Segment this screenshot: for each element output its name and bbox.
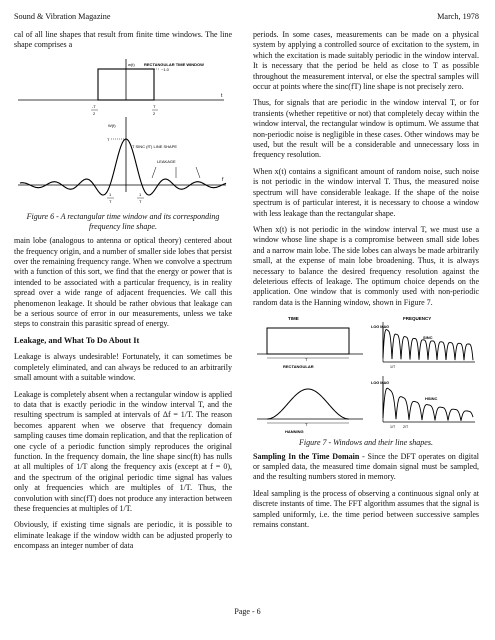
right-paragraph-5 [253, 452, 479, 483]
amplitude-label: w(t) [128, 61, 135, 67]
hanning-time-window [267, 389, 349, 419]
figure-6 [14, 57, 232, 232]
pos-half-t-label: T [153, 103, 156, 109]
left-paragraph-4: Obviously, if existing time signals are periodic, it is possible to eliminate leakage if the window width can be adjusted properly to encompass an integer number of data [14, 520, 232, 551]
figure-7-diagram [253, 314, 479, 434]
right-paragraph-4: When x(t) is not periodic in the window interval T, we must use a window whose line shape is a compromise between small side lobes and a narrow main lobe. The side lobes can always be made arbitrarily small, at the expense of main lobe broadening. Thus, it is always necessary to balance the desired frequency resolution against the deleterious effects of leakage. The optimum choice depends on the application. One window that is commonly used with non-periodic random data is the Hanning window, shown in Figure 7. [253, 224, 479, 307]
time-heading: TIME [288, 316, 299, 322]
figure-7 [253, 314, 479, 447]
hsinc-spectrum-curve [383, 382, 473, 421]
page-number: Page - 6 [234, 607, 261, 616]
section-heading-leakage: Leakage, and What To Do About It [14, 335, 140, 345]
t-axis-label: t [221, 92, 223, 99]
spectrum-label: W(f) [108, 122, 116, 128]
peak-label: T [107, 136, 110, 142]
sampling-intro-text: - Since the DFT operates on digital or sampled data, the measured time domain signal must be sampled, and the resulting numbers stored in memory. [253, 451, 480, 482]
rect-time-window [267, 328, 349, 354]
hanning-t-label: T [305, 422, 308, 428]
neg-half-t-den: 2 [93, 110, 96, 116]
right-column [253, 30, 479, 536]
pos-half-t-den: 2 [153, 110, 156, 116]
intro-paragraph: cal of all line shapes that result from finite time windows. The line shape comprises a [14, 30, 232, 50]
pos-inv-t-label: 1 [139, 191, 142, 197]
window-title: RECTANGULAR TIME WINDOW [144, 61, 204, 67]
left-column [14, 30, 232, 558]
section-heading-sampling: Sampling In the Time Domain [253, 451, 360, 461]
frequency-heading: FREQUENCY [403, 316, 432, 322]
left-paragraph-1: main lobe (analogous to antenna or optical theory) centered about the frequency origin, and a number of smaller side lobes that persist over the remaining frequency range. When we convolve a spectrum with a function of this sort, we find that the energy or power that is intended to be associated with a particular frequency, is in reality spread over a wide range of adjacent frequencies. We call this phenomenon leakage. It should be rather obvious that leakage can be a serious source of error in our measurements, unless we take steps to constrain this parasitic spread of energy. [14, 236, 232, 329]
sinc-spectrum-curve [383, 326, 473, 360]
magazine-name: Sound & Vibration Magazine [14, 12, 111, 21]
hanning-tick-1t: 1/T [390, 425, 396, 430]
left-paragraph-3: Leakage is completely absent when a rectangular window is applied to data that is exactly periodic in the window interval T, and the resulting spectrum is sampled at intervals of Δf = 1/T. The reason becomes apparent when we observe that frequency domain sampling causes time domain replication, and that the replication of one cycle of a periodic function simply reproduces the original function. In the frequency domain, the line shape sinc(ft) has nulls at all multiples of 1/T along the frequency axis (except at f = 0), and the spectrum of the original periodic time signal has values only at frequencies which are multiples of 1/T. Thus, the convolution with sinc(fT) does not produce any interaction between these frequencies at multiples of 1/T. [14, 389, 232, 513]
neg-half-t-label: -T [92, 103, 96, 109]
log-mag-label-top: LOG MAG [371, 325, 390, 330]
rect-label: RECTANGULAR [283, 364, 314, 370]
neg-inv-t-den: T [109, 198, 112, 204]
figure-6-diagram [14, 57, 232, 209]
issue-date: March, 1978 [437, 12, 479, 21]
right-paragraph-1: periods. In some cases, measurements can be made on a physical system by applying a controlled source of excitation to the system, in which the excitation is made suitably periodic in the window interval. It is necessary that the period be held as close to T as possible throughout the measurement interval, or else the spectral samples will occur at points where the sinc(fT) line shape is not precisely zero. [253, 30, 479, 92]
sinc-shape-label: SINC [423, 335, 433, 341]
rect-t-label: T [305, 357, 308, 363]
rect-tick-1t: 1/T [390, 365, 396, 370]
f-axis-label: f [222, 176, 224, 183]
right-paragraph-6: Ideal sampling is the process of observing a continuous signal only at discrete instants of time. The FFT algorithm assumes that the signal is sampled uniformly, i.e. the time period between successive samples remains constant. [253, 488, 479, 529]
pos-inv-t-den: T [139, 198, 142, 204]
leakage-label: LEAKAGE [157, 158, 176, 164]
hanning-tick-2t: 2/T [403, 425, 409, 430]
figure-7-caption: Figure 7 - Windows and their line shapes. [299, 437, 433, 447]
sinc-curve [20, 136, 226, 195]
neg-inv-t-label: 1 [109, 191, 112, 197]
window-level-label: ~1.0 [161, 66, 169, 72]
hanning-label: HANNING [285, 429, 304, 435]
figure-6-caption: Figure 6 - A rectangular time window and its corresponding frequency line shape. [26, 212, 220, 232]
right-paragraph-3: When x(t) contains a significant amount of random noise, such noise is not periodic in the window interval T. Thus, the measured noise spectrum will have considerable leakage. If the shape of the noise spectrum is of particular interest, it is necessary to choose a window with less leakage than the rectangular shape. [253, 166, 479, 218]
right-paragraph-2: Thus, for signals that are periodic in the window interval T, or for transients (whether repetitive or not) that completely decay within the window interval, the rectangular window is optimum. We assume that non-periodic noise is negligible in these cases. Other windows may be used, but the result will be a considerable and unnecessary loss in frequency resolution. [253, 98, 479, 160]
log-mag-label-bottom: LOG MAG [371, 381, 390, 386]
left-paragraph-2: Leakage is always undesirable! Fortunately, it can sometimes be completely eliminated, and can always be reduced to an arbitrarily small amount with a suitable window. [14, 352, 232, 383]
sinc-label: T SINC (fT) LINE SHAPE [132, 143, 178, 149]
hsinc-shape-label: HSINC [425, 396, 438, 402]
